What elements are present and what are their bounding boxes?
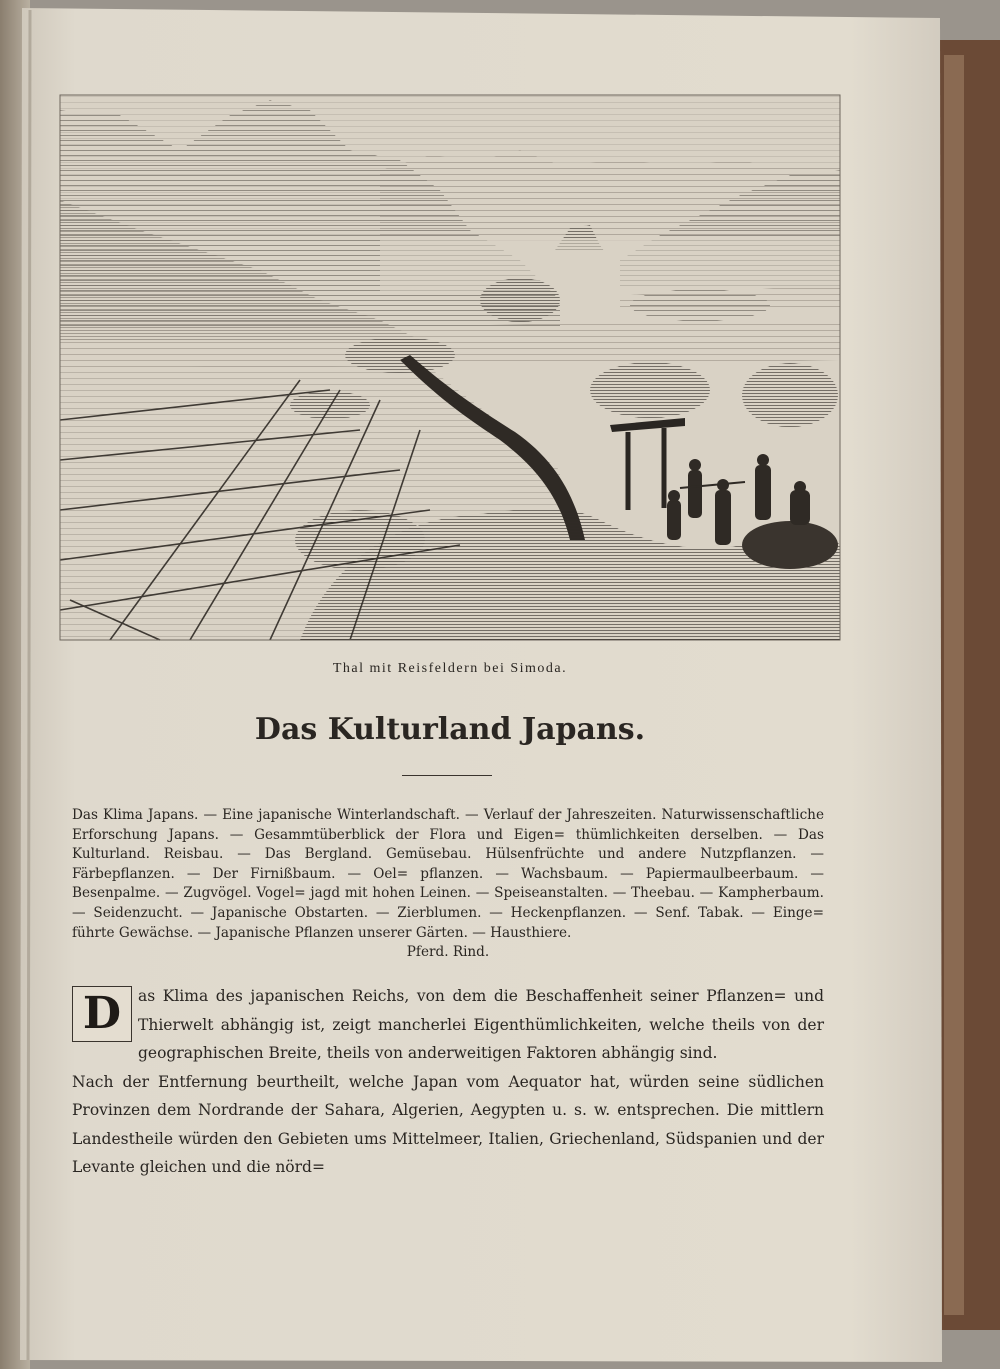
summary-line: Naturwissenschaftliche Erforschung Japans. — Gesammtüberblick der Flora und Eigen=: [72, 807, 824, 843]
book-cover-highlight: [944, 55, 964, 1315]
summary-line: — Japanische Obstarten. — Zierblumen. — Heckenpflanzen. — Senf. Tabak. — Einge=: [190, 904, 824, 921]
engraving-illustration: [60, 95, 840, 640]
summary-line: Das Klima Japans. — Eine japanische Winterlandschaft. — Verlauf der Jahreszeiten.: [72, 807, 662, 823]
illustration-caption: Thal mit Reisfeldern bei Simoda.: [332, 661, 568, 676]
page-fold: [28, 10, 30, 1360]
chapter-title: Das Kulturland Japans.: [254, 712, 646, 747]
drop-cap-initial: D: [72, 986, 132, 1042]
summary-line: Hülsenfrüchte und andere Nutzpflanzen. — Färbepflanzen. — Der Firnißbaum. — Oel=: [72, 846, 824, 882]
summary-line: pflanzen. — Wachsbaum. — Papiermaulbeerbaum. — Besenpalme. — Zugvögel. Vogel=: [72, 865, 824, 902]
paragraph-2: Nach der Entfernung beurtheilt, welche Japan vom Aequator hat, würden seine südlichen Provinzen dem Nordrande der Sahara, Algerien, Aegypten u. s. w. entsprechen. Die mittlern Landestheile würden den Gebieten ums Mittelmeer, Italien, Griechenland, Südspanien und der Levante gleichen und die nörd=: [72, 1072, 824, 1176]
chapter-summary: [72, 806, 824, 963]
summary-line: führte Gewächse. — Japanische Pflanzen unserer Gärten. — Hausthiere.: [72, 924, 572, 941]
summary-line: thümlichkeiten derselben. — Das Kulturland. Reisbau. — Das Bergland. Gemüsebau.: [72, 826, 824, 863]
body-text: [72, 982, 824, 1182]
title-divider: [402, 775, 492, 776]
paragraph-1: [72, 982, 824, 1068]
paragraph-1-text: as Klima des japanischen Reichs, von dem die Beschaffenheit seiner Pflanzen= und Thierwelt abhängig ist, zeigt mancherlei Eigenthümlichkeiten, welche theils von der geographischen Breite, theils von anderweitigen Faktoren abhängig sind.: [138, 987, 824, 1062]
summary-last-line: Pferd. Rind.: [406, 944, 490, 961]
summary-line: jagd mit hohen Leinen. — Speiseanstalten. — Theebau. — Kampherbaum. — Seidenzucht.: [72, 885, 824, 921]
